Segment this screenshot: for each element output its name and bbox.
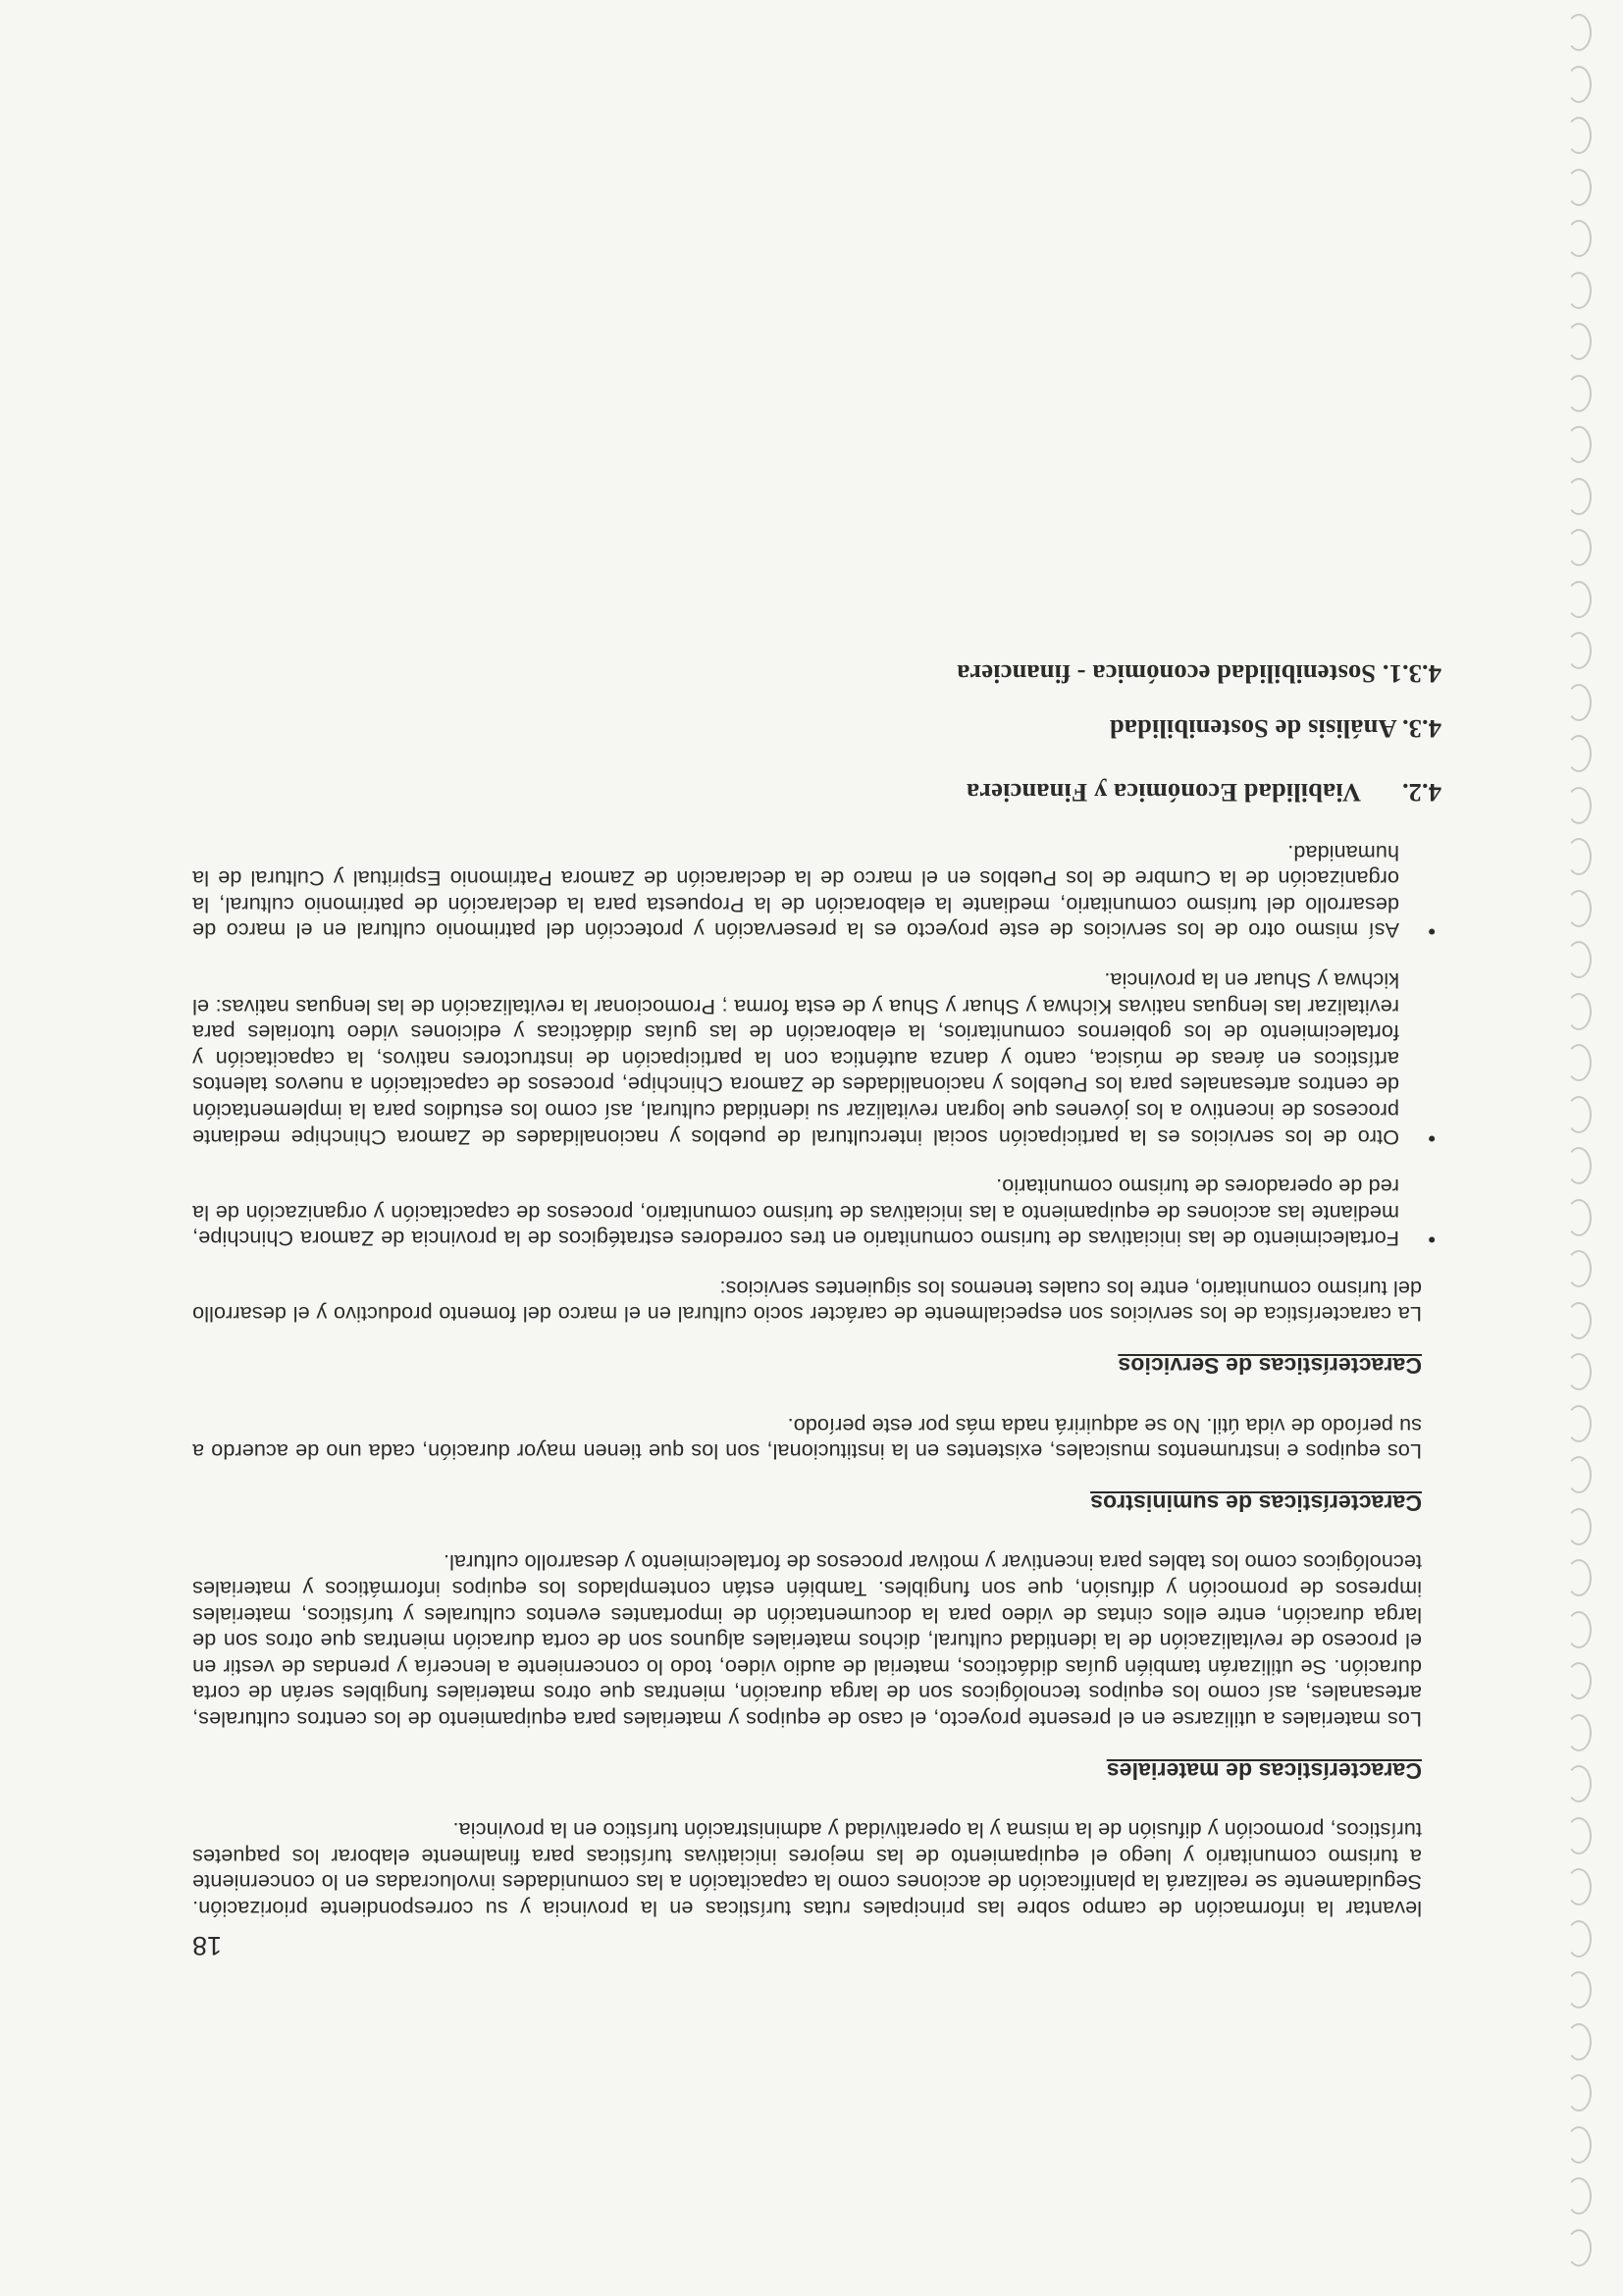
- page-number: 18: [191, 1931, 222, 1960]
- bullet-icon: •: [1428, 1227, 1436, 1253]
- bullet-text: Otro de los servicios es la participación social intercultural de pueblos y nacionalidades de Zamora Chinchipe mediante procesos de incentivo a los jóvenes que logran revitalizar su identidad cultural, así como los estudios para la implementación de centros artesanales para los Pueblos y nacionalidades de Zamora Chinchipe, procesos de capacitación a nuevos talentos artísticos en áreas de música, canto y danza auténtica con la participación de instructores nativos, la capacitación y fortalecimiento de los gobiernos comunitarios, la elaboración de las guías didácticas y ediciones video tutoriales para revitalizar las lenguas nativas Kichwa y Shuar y Shua y de esta forma ; Promocionar la revitalización de las lenguas nativas: el kichwa y Shuar en la provincia.: [192, 967, 1399, 1150]
- materiales-heading: Características de materiales: [1106, 1757, 1422, 1784]
- section-4-2-title: Viabilidad Económica y Financiera: [966, 778, 1361, 808]
- bullet-icon: •: [1428, 919, 1436, 945]
- list-item: [192, 839, 1436, 945]
- bullet-text: Fortalecimiento de las iniciativas de turismo comunitario en tres corredores estratégicos de la provincia de Zamora Chinchipe, mediante las acciones de equipamiento a las iniciativas de turismo comunitario, procesos de capacitación y organización de la red de operadores de turismo comunitario.: [192, 1174, 1399, 1252]
- section-4-2-number: 4.2.: [1401, 778, 1441, 808]
- bullet-icon: •: [1428, 1125, 1436, 1151]
- intro-paragraph: levantar la información de campo sobre las principales rutas turísticas en la provincia y su correspondiente priorización. Seguidamente se realizará la planificación de acciones como la capacitación a las comunidades involucradas en lo concerniente a turismo comunitario y luego el equipamiento de las mejores iniciativas turísticas para finalmente elaborar los paquetes turísticos, promoción y difusión de la misma y la operatividad y administración turístico en la provincia.: [192, 1818, 1422, 1921]
- servicios-intro: La característica de los servicios son especialmente de carácter socio cultural en el marco del fomento productivo y el desarrollo del turismo comunitario, entre los cuales tenemos los siguientes servicios:: [192, 1276, 1422, 1328]
- servicios-bullet-list: [192, 839, 1436, 1253]
- materiales-paragraph: Los materiales a utilizarse en el presente proyecto, el caso de equipos y materiales para equipamiento de los centros culturales, artesanales, así como los equipos tecnológicos son de larga duración, mientras que otros materiales fungibles serán de corta duración. Se utilizarán también guías didácticos, material de audio video, todo lo concerniente a lencería y prendas de vestir en el proceso de revitalización de la identidad cultural, dichos materiales algunos son de corta duración mientras que otros son de larga duración, entre ellos cintas de video para la documentación de importantes eventos culturales y turísticos, materiales impresos de promoción y difusión, que son fungibles. También están contemplados los equipos informáticos y materiales tecnológicos como los tables para incentivar y motivar procesos de fortalecimiento y desarrollo cultural.: [192, 1550, 1422, 1733]
- bullet-text: Así mismo otro de los servicios de este proyecto es la preservación y protección del patrimonio cultural en el marco de desarrollo del turismo comunitario, mediante la elaboración de la Propuesta para la declaración de patrimonio cultural, la organización de la Cumbre de los Pueblos en el marco de la declaración de Zamora Patrimonio Espiritual y Cultural de la humanidad.: [192, 840, 1399, 944]
- list-item: [192, 966, 1436, 1151]
- section-4-3-heading: 4.3. Análisis de Sostenibilidad: [1109, 714, 1441, 745]
- page-content: [192, 658, 1441, 1921]
- servicios-heading: Características de Servicios: [1118, 1353, 1422, 1380]
- suministros-paragraph: Los equipos e instrumentos musicales, existentes en la institucional, son los que tienen mayor duración, cada uno de acuerdo a su período de vida útil. No se adquirirá nada más por este período.: [192, 1413, 1422, 1465]
- section-4-3-1-heading: 4.3.1. Sostenibilidad económica - financiera: [957, 658, 1441, 689]
- list-item: [192, 1174, 1436, 1253]
- suministros-heading: Características de suministros: [1090, 1489, 1422, 1516]
- section-4-2-heading: [192, 778, 1441, 808]
